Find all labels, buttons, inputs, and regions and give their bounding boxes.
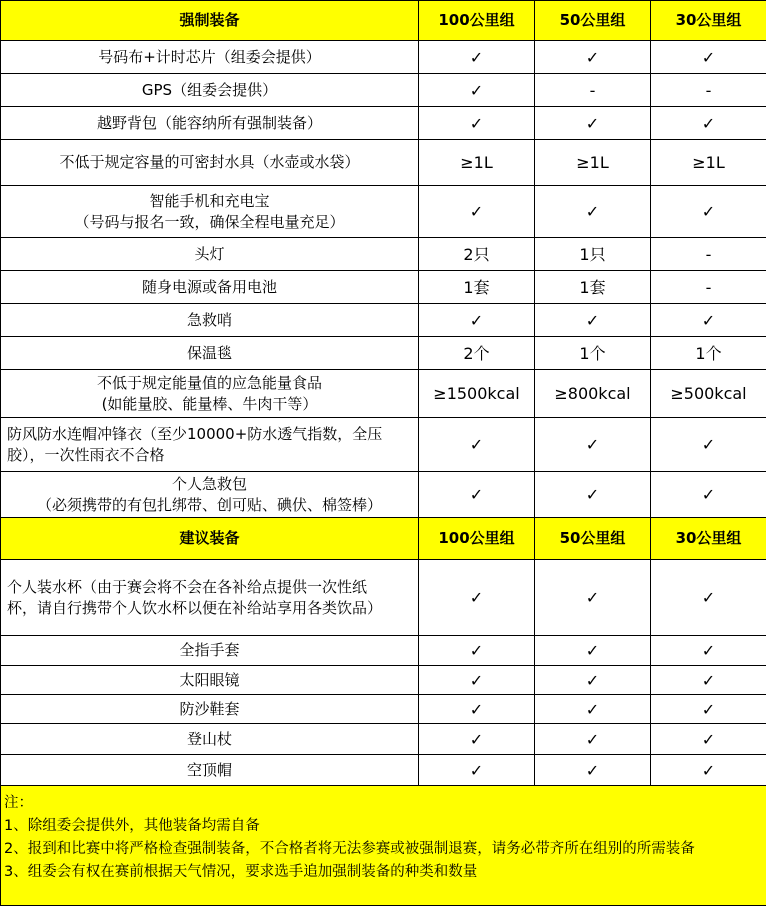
- value-50km: ✓: [535, 560, 651, 636]
- column-100km: 100公里组: [419, 518, 535, 560]
- table-row: [1, 724, 766, 755]
- table-row: [1, 636, 766, 666]
- equipment-item-line: 不低于规定容量的可密封水具（水壶或水袋）: [59, 153, 360, 171]
- value-30km: ✓: [651, 472, 766, 518]
- value-50km: ✓: [535, 186, 651, 238]
- value-50km: ✓: [535, 418, 651, 472]
- column-50km: 50公里组: [535, 1, 651, 41]
- table-row: [1, 41, 766, 74]
- equipment-item: [1, 271, 419, 304]
- value-100km: ≥1500kcal: [419, 370, 535, 418]
- value-100km: ✓: [419, 666, 535, 695]
- section-title: 强制装备: [1, 1, 419, 41]
- equipment-item: [1, 560, 419, 636]
- note-line: 1、除组委会提供外，其他装备均需自备: [4, 818, 260, 834]
- value-30km: ✓: [651, 186, 766, 238]
- value-50km: ✓: [535, 636, 651, 666]
- table-row: [1, 186, 766, 238]
- table-row: [1, 418, 766, 472]
- value-50km: 1套: [535, 271, 651, 304]
- equipment-item-line: 随身电源或备用电池: [141, 277, 277, 296]
- column-50km: 50公里组: [535, 518, 651, 560]
- section-title: 建议装备: [1, 518, 419, 560]
- value-50km: ✓: [535, 107, 651, 140]
- equipment-item-line: 个人急救包: [171, 474, 247, 493]
- equipment-item: [1, 238, 419, 271]
- equipment-item-line: GPS（组委会提供）: [141, 80, 278, 99]
- value-30km: ≥500kcal: [651, 370, 766, 418]
- equipment-item: [1, 472, 419, 518]
- value-50km: ✓: [535, 304, 651, 337]
- value-100km: ✓: [419, 304, 535, 337]
- value-100km: ✓: [419, 724, 535, 755]
- value-50km: ≥1L: [535, 140, 651, 186]
- table-row: [1, 107, 766, 140]
- equipment-item-line: 胶），一次性雨衣不合格: [7, 445, 165, 464]
- equipment-item-line: 全指手套: [179, 641, 240, 659]
- table-row: [1, 695, 766, 724]
- value-100km: ✓: [419, 41, 535, 74]
- equipment-item-line: （号码与报名一致，确保全程电量充足）: [74, 212, 345, 231]
- value-50km: -: [535, 74, 651, 107]
- table-row: [1, 370, 766, 418]
- value-30km: -: [651, 74, 766, 107]
- value-50km: ✓: [535, 666, 651, 695]
- value-50km: ✓: [535, 472, 651, 518]
- equipment-item: [1, 337, 419, 370]
- equipment-item-line: 登山杖: [186, 729, 232, 748]
- required-header-row: [1, 1, 766, 41]
- value-100km: ≥1L: [419, 140, 535, 186]
- value-30km: -: [651, 271, 766, 304]
- notes-row: [1, 786, 766, 906]
- value-100km: ✓: [419, 107, 535, 140]
- equipment-item: [1, 666, 419, 695]
- table-row: [1, 238, 766, 271]
- value-30km: ✓: [651, 41, 766, 74]
- value-50km: ≥800kcal: [535, 370, 651, 418]
- equipment-item-line: （必须携带的有包扎绑带、创可贴、碘伏、棉签棒）: [36, 495, 382, 514]
- value-100km: ✓: [419, 472, 535, 518]
- value-30km: ≥1L: [651, 140, 766, 186]
- equipment-item: [1, 755, 419, 786]
- value-100km: ✓: [419, 636, 535, 666]
- value-100km: ✓: [419, 418, 535, 472]
- equipment-item-line: 号码布+计时芯片（组委会提供）: [98, 47, 321, 66]
- value-30km: ✓: [651, 304, 766, 337]
- value-30km: ✓: [651, 418, 766, 472]
- value-30km: ✓: [651, 107, 766, 140]
- equipment-item: [1, 418, 419, 472]
- suggested-header-row: [1, 518, 766, 560]
- equipment-item-line: 杯，请自行携带个人饮水杯以便在补给站享用各类饮品）: [7, 598, 383, 617]
- equipment-item: [1, 304, 419, 337]
- value-100km: 2只: [419, 238, 535, 271]
- value-100km: 2个: [419, 337, 535, 370]
- value-30km: 1个: [651, 337, 766, 370]
- column-30km: 30公里组: [651, 1, 766, 41]
- value-50km: ✓: [535, 41, 651, 74]
- note-line: 3、组委会有权在赛前根据天气情况，要求选手追加强制装备的种类和数量: [4, 864, 478, 880]
- value-50km: ✓: [535, 724, 651, 755]
- equipment-item: [1, 140, 419, 186]
- note-line: 注：: [4, 795, 33, 811]
- table-row: [1, 337, 766, 370]
- notes-cell: [1, 786, 766, 906]
- value-50km: ✓: [535, 695, 651, 724]
- equipment-item-line: 保温毯: [186, 343, 232, 362]
- table-row: [1, 755, 766, 786]
- equipment-item: [1, 724, 419, 755]
- equipment-item-line: 个人装水杯（由于赛会将不会在各补给点提供一次性纸: [7, 577, 368, 596]
- equipment-item: [1, 186, 419, 238]
- equipment-item: [1, 41, 419, 74]
- note-line: 2、报到和比赛中将严格检查强制装备，不合格者将无法参赛或被强制退赛，请务必带齐所在组别的所需装备: [4, 841, 695, 857]
- equipment-item-line: 智能手机和充电宝: [149, 191, 270, 210]
- table-row: [1, 304, 766, 337]
- equipment-item-line: 头灯: [194, 244, 225, 263]
- value-30km: ✓: [651, 560, 766, 636]
- table-row: [1, 74, 766, 107]
- equipment-item-line: 空顶帽: [186, 760, 232, 779]
- equipment-table-body: [1, 1, 766, 906]
- value-100km: ✓: [419, 695, 535, 724]
- equipment-item: [1, 107, 419, 140]
- equipment-item-line: 越野背包（能容纳所有强制装备）: [96, 113, 322, 132]
- column-100km: 100公里组: [419, 1, 535, 41]
- column-30km: 30公里组: [651, 518, 766, 560]
- table-row: [1, 271, 766, 304]
- table-row: [1, 560, 766, 636]
- equipment-item-line: 防风防水连帽冲锋衣（至少10000+防水透气指数，全压: [7, 424, 383, 443]
- table-row: [1, 666, 766, 695]
- equipment-item: [1, 636, 419, 666]
- value-30km: ✓: [651, 695, 766, 724]
- equipment-item-line: 太阳眼镜: [179, 670, 240, 689]
- table-row: [1, 472, 766, 518]
- value-100km: ✓: [419, 74, 535, 107]
- value-100km: ✓: [419, 560, 535, 636]
- value-30km: ✓: [651, 666, 766, 695]
- equipment-item-line: 不低于规定能量值的应急能量食品: [96, 373, 322, 392]
- equipment-item-line: (如能量胶、能量棒、牛肉干等）: [101, 394, 318, 413]
- value-50km: ✓: [535, 755, 651, 786]
- table-row: [1, 140, 766, 186]
- equipment-item-line: 防沙鞋套: [179, 699, 240, 718]
- equipment-item-line: 急救哨: [186, 310, 232, 329]
- equipment-item: [1, 695, 419, 724]
- value-100km: ✓: [419, 186, 535, 238]
- equipment-item: [1, 370, 419, 418]
- value-30km: -: [651, 238, 766, 271]
- value-100km: 1套: [419, 271, 535, 304]
- value-30km: ✓: [651, 636, 766, 666]
- value-30km: ✓: [651, 755, 766, 786]
- value-50km: 1个: [535, 337, 651, 370]
- value-50km: 1只: [535, 238, 651, 271]
- equipment-item: [1, 74, 419, 107]
- value-100km: ✓: [419, 755, 535, 786]
- value-30km: ✓: [651, 724, 766, 755]
